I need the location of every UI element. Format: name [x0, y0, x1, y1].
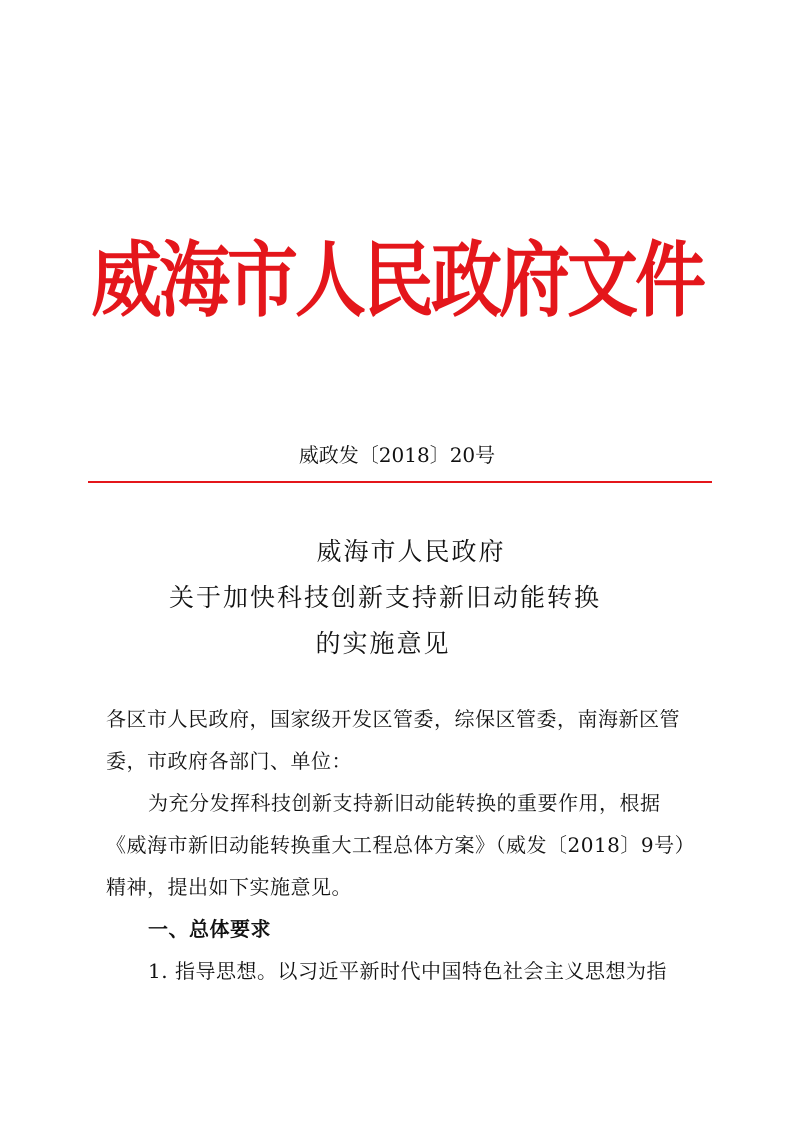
- addressee-line-2: 委，市政府各部门、单位：: [106, 749, 352, 773]
- document-title-line-2: 关于加快科技创新支持新旧动能转换: [168, 583, 601, 612]
- item-1-line-1: 1. 指导思想。以习近平新时代中国特色社会主义思想为指: [148, 959, 667, 983]
- addressee-line-1: 各区市人民政府，国家级开发区管委，综保区管委，南海新区管: [106, 707, 680, 731]
- paragraph-1-line-2: 《威海市新旧动能转换重大工程总体方案》（威发〔2018〕9号）: [106, 833, 696, 857]
- masthead-title: 威海市人民政府文件: [90, 231, 703, 329]
- document-title-line-3: 的实施意见: [315, 629, 451, 658]
- document-title-line-1: 威海市人民政府: [316, 537, 506, 566]
- section-1-heading: 一、总体要求: [148, 917, 271, 941]
- paragraph-1-line-3: 精神，提出如下实施意见。: [106, 875, 352, 899]
- red-divider-line: [88, 481, 712, 483]
- paragraph-1-line-1: 为充分发挥科技创新支持新旧动能转换的重要作用，根据: [148, 791, 661, 815]
- document-number: 威政发〔2018〕20号: [298, 443, 496, 467]
